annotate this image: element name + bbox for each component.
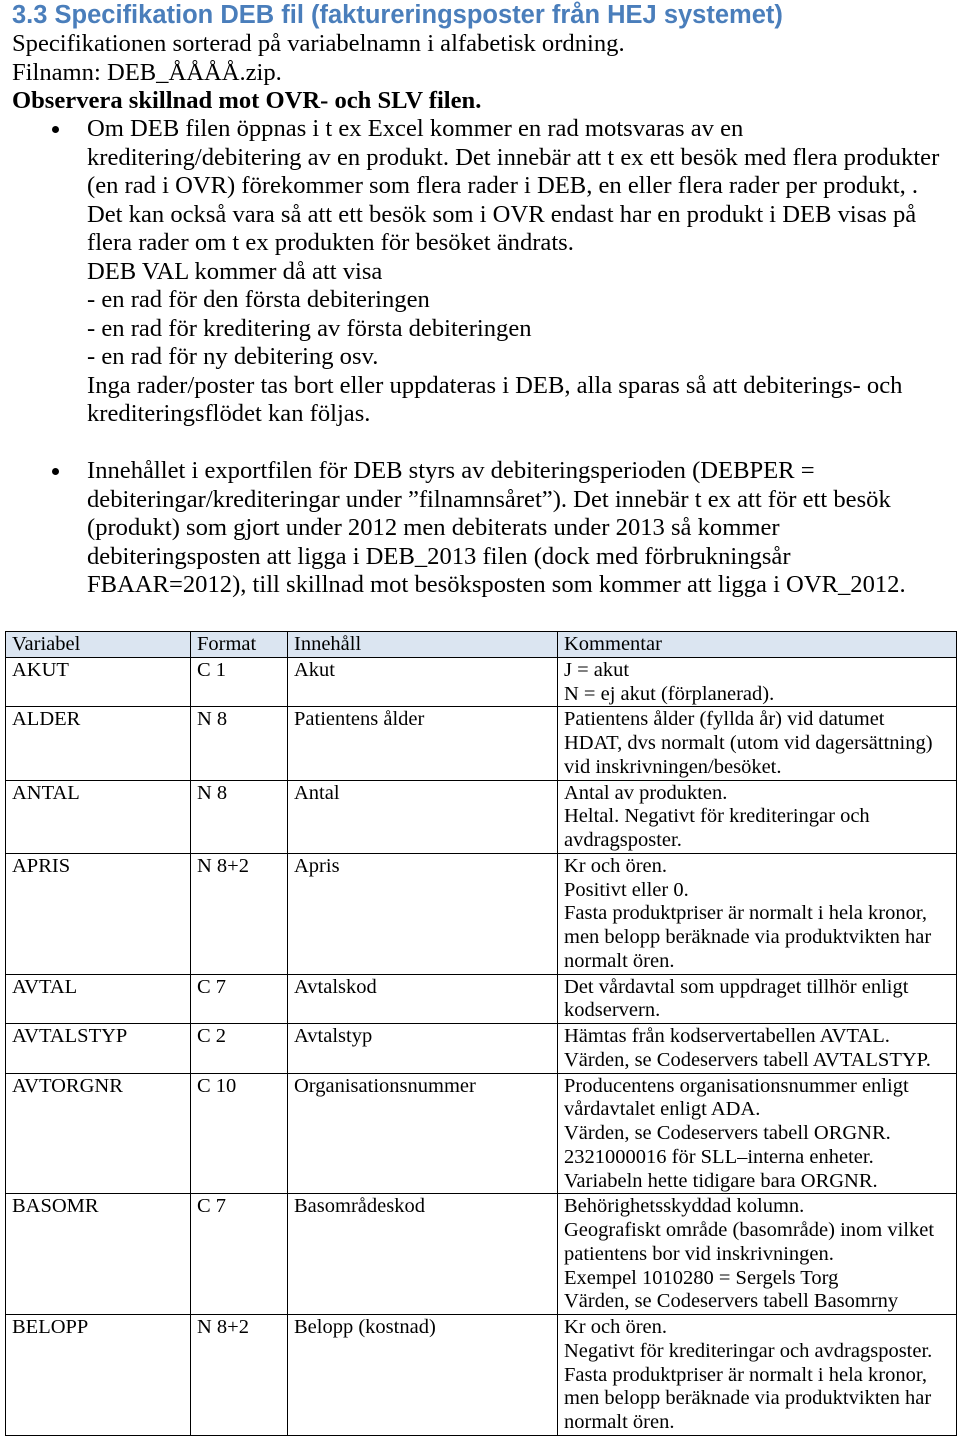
bullet-line: (produkt) som gjort under 2012 men debiterats under 2013 så kommer <box>87 514 780 541</box>
comment-line: Producentens organisationsnummer enligt <box>564 1074 909 1097</box>
comment-line: Behörighetsskyddad kolumn. <box>564 1195 805 1218</box>
comment-line: Geografiskt område (basområde) inom vilket <box>564 1219 935 1241</box>
sort-order-text: Specifikationen sorterad på variabelnamn i alfabetisk ordning. <box>12 30 625 57</box>
comment-cell <box>558 1073 957 1194</box>
variable-cell: AVTALSTYP <box>6 1024 191 1074</box>
format-cell: C 2 <box>191 1024 288 1074</box>
comment-line: Hämtas från kodservertabellen AVTAL. <box>564 1025 890 1047</box>
comment-cell <box>558 1024 957 1074</box>
content-cell: Belopp (kostnad) <box>288 1315 558 1436</box>
comment-line: Positivt eller 0. <box>564 878 689 901</box>
comment-line: 2321000016 för SLL–interna enheter. <box>564 1145 874 1168</box>
table-row <box>6 657 957 707</box>
bullet-icon <box>52 468 59 475</box>
comment-line: Fasta produktpriser är normalt i hela kronor, <box>564 1363 927 1386</box>
content-cell: Akut <box>288 657 558 707</box>
table-row <box>6 853 957 974</box>
bullet-icon <box>52 126 59 133</box>
comment-line: kodservern. <box>564 999 661 1022</box>
comment-line: normalt ören. <box>564 949 675 972</box>
comment-line: Variabeln hette tidigare bara ORGNR. <box>564 1169 878 1192</box>
comment-line: Antal av produkten. <box>564 781 728 804</box>
table-row <box>6 780 957 853</box>
format-cell: N 8 <box>191 707 288 780</box>
comment-cell <box>558 657 957 707</box>
bullet-line: - en rad för kreditering av första debiteringen <box>87 314 532 342</box>
column-header-variable: Variabel <box>6 632 191 658</box>
variable-cell: ALDER <box>6 707 191 780</box>
format-cell: C 7 <box>191 1194 288 1315</box>
format-cell: N 8 <box>191 780 288 853</box>
comment-cell <box>558 974 957 1024</box>
column-header-comment: Kommentar <box>558 632 957 658</box>
bullet-line: - en rad för den första debiteringen <box>87 286 430 313</box>
bullet-item-excel-rows <box>87 115 939 429</box>
intro-block <box>12 30 625 116</box>
format-cell: C 1 <box>191 657 288 707</box>
comment-line: Kr och ören. <box>564 1316 668 1338</box>
observe-note: Observera skillnad mot OVR- och SLV filen. <box>12 87 482 114</box>
variable-cell: APRIS <box>6 853 191 974</box>
variable-cell: AVTORGNR <box>6 1073 191 1194</box>
filename-text: Filnamn: DEB_ÅÅÅÅ.zip. <box>12 58 282 86</box>
variable-cell: AVTAL <box>6 974 191 1024</box>
table-row <box>6 1073 957 1194</box>
bullet-line: debiteringar/krediteringar under ”filnamnsåret”). Det innebär t ex att för ett besök <box>87 485 891 513</box>
comment-line: patientens bor vid inskrivningen. <box>564 1242 834 1265</box>
content-cell: Avtalskod <box>288 974 558 1024</box>
table-row <box>6 1194 957 1315</box>
bullet-line: Inga rader/poster tas bort eller uppdateras i DEB, alla sparas så att debiterings- och <box>87 371 903 399</box>
comment-line: Värden, se Codeservers tabell AVTALSTYP. <box>564 1048 931 1071</box>
comment-cell <box>558 780 957 853</box>
comment-line: Negativt för krediteringar och avdragsposter. <box>564 1339 933 1362</box>
variable-cell: BASOMR <box>6 1194 191 1315</box>
bullet-line: - en rad för ny debitering osv. <box>87 343 379 370</box>
bullet-line: debiteringsposten att ligga i DEB_2013 filen (dock med förbrukningsår <box>87 542 791 570</box>
comment-line: normalt ören. <box>564 1411 675 1433</box>
bullet-line: FBAAR=2012), till skillnad mot besöksposten som kommer att ligga i OVR_2012. <box>87 571 906 598</box>
variable-cell: BELOPP <box>6 1315 191 1436</box>
comment-line: N = ej akut (förplanerad). <box>564 682 775 705</box>
table-row <box>6 1024 957 1074</box>
table-row <box>6 974 957 1024</box>
variable-cell: ANTAL <box>6 780 191 853</box>
column-header-content: Innehåll <box>288 632 558 658</box>
content-cell: Avtalstyp <box>288 1024 558 1074</box>
content-cell: Patientens ålder <box>288 707 558 780</box>
format-cell: C 10 <box>191 1073 288 1194</box>
bullet-line: Innehållet i exportfilen för DEB styrs av debiteringsperioden (DEBPER = <box>87 457 815 484</box>
variable-specification-table <box>5 631 957 1436</box>
comment-line: men belopp beräknade via produktvikten har <box>564 926 932 948</box>
comment-line: Värden, se Codeservers tabell ORGNR. <box>564 1122 891 1144</box>
comment-line: Exempel 1010280 = Sergels Torg <box>564 1266 839 1289</box>
comment-cell <box>558 707 957 780</box>
comment-line: vårdavtalet enligt ADA. <box>564 1098 761 1121</box>
comment-line: J = akut <box>564 658 630 681</box>
bullet-line: DEB VAL kommer då att visa <box>87 257 383 285</box>
content-cell: Basområdeskod <box>288 1194 558 1315</box>
comment-line: avdragsposter. <box>564 829 682 851</box>
bullet-line: flera rader om t ex produkten för besöket ändrats. <box>87 229 574 256</box>
content-cell: Apris <box>288 853 558 974</box>
comment-line: Kr och ören. <box>564 854 668 877</box>
comment-line: vid inskrivningen/besöket. <box>564 755 782 778</box>
table-header-row <box>6 632 957 658</box>
bullet-line: Det kan också vara så att ett besök som i OVR endast har en produkt i DEB visas på <box>87 200 917 228</box>
section-heading: 3.3 Specifikation DEB fil (faktureringsposter från HEJ systemet) <box>12 1 783 29</box>
content-cell: Antal <box>288 780 558 853</box>
format-cell: C 7 <box>191 974 288 1024</box>
comment-line: Värden, se Codeservers tabell Basomrny <box>564 1290 899 1313</box>
comment-line: Patientens ålder (fyllda år) vid datumet <box>564 708 885 731</box>
comment-line: Fasta produktpriser är normalt i hela kronor, <box>564 902 927 925</box>
comment-line: HDAT, dvs normalt (utom vid dagersättning) <box>564 732 933 754</box>
bullet-line: krediteringsflödet kan följas. <box>87 400 371 427</box>
format-cell: N 8+2 <box>191 1315 288 1436</box>
comment-line: men belopp beräknade via produktvikten har <box>564 1387 932 1410</box>
variable-cell: AKUT <box>6 657 191 707</box>
table-row <box>6 1315 957 1436</box>
comment-line: Det vårdavtal som uppdraget tillhör enligt <box>564 975 909 998</box>
bullet-line: kreditering/debitering av en produkt. Det innebär att t ex ett besök med flera produkter <box>87 143 940 171</box>
format-cell: N 8+2 <box>191 853 288 974</box>
comment-cell <box>558 1194 957 1315</box>
comment-line: Heltal. Negativt för krediteringar och <box>564 805 870 828</box>
table-row <box>6 707 957 780</box>
comment-cell <box>558 853 957 974</box>
bullet-line: (en rad i OVR) förekommer som flera rader i DEB, en eller flera rader per produkt, . <box>87 172 919 199</box>
content-cell: Organisationsnummer <box>288 1073 558 1194</box>
bullet-line: Om DEB filen öppnas i t ex Excel kommer en rad motsvaras av en <box>87 115 744 142</box>
column-header-format: Format <box>191 632 288 658</box>
comment-cell <box>558 1315 957 1436</box>
bullet-item-export-period <box>87 457 906 600</box>
